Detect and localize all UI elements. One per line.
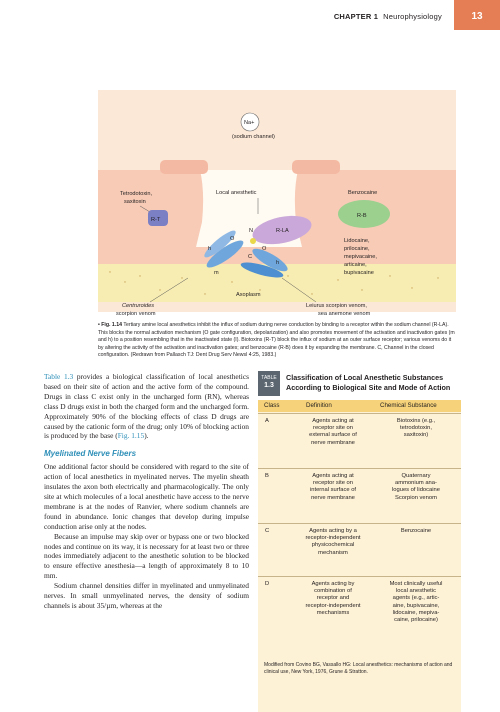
cell-substance: Benzocaine <box>400 528 432 534</box>
lidocaine-label-2: mepivacaine, <box>344 254 377 260</box>
body-text-column <box>44 372 249 611</box>
paragraph-4: Sodium channel densities differ in myelinated and unmyelinated nerves. In small unmyelinated nerves, the density of sodium channels is about 35/µm, whereas at the <box>44 581 249 610</box>
table-footnote: Modified from Covino BG, Vassallo HG: Local anesthetics: mechanisms of action and clinical use, New York, 1976, Grune & Stratton. <box>264 662 453 675</box>
gate-h2-label: h <box>276 260 280 266</box>
paragraph-1-end: ). <box>144 431 149 441</box>
table-tag-number: 1.3 <box>264 382 274 389</box>
membrane-block-left <box>160 160 208 174</box>
table-row <box>258 468 461 501</box>
sea-anemone-label: sea anemone venom <box>318 311 371 317</box>
table-tag <box>258 371 280 396</box>
gate-h-label: h <box>208 246 212 252</box>
paragraph-2: One additional factor should be considered with regard to the site of action of local anesthetics in myelinated nerves. The myelin sheath insulates the axon both electrically and pharmacologically. The only site at which molecules of a local anesthetic have access to the nerve membrane is at the nodes of Ranvier, where sodium channels are found in abundance. Ionic changes that develop during impulse conduction arise only at the nodes. <box>44 462 249 531</box>
centruroides-label: Centruroides <box>122 303 155 309</box>
benzocaine-label: Benzocaine <box>348 190 378 196</box>
header-definition: Definition <box>306 402 332 409</box>
cell-definition: Agents acting by a receptor-independent physicochemical mechanism <box>305 528 361 556</box>
lidocaine-label-0: Lidocaine, <box>344 238 370 244</box>
cell-substance: Quaternary ammonium ana- logues of lidocaine Scorpion venom <box>391 473 441 501</box>
axoplasm-label: Axoplasm <box>236 292 261 298</box>
membrane-block-right <box>292 160 340 174</box>
scorpion-venom-label: scorpion venom <box>116 311 156 317</box>
tetrodotoxin-label: Tetrodotoxin, <box>120 191 153 197</box>
caption-text: Tertiary amine local anesthetics inhibit the influx of sodium during nerve conduction by binding to a receptor within the sodium channel (R-LA). This blocks the normal activation mechanism (O gate configuration, depolarization) and also promotes movement of the activation and inactivation gates (m and h) to a position resembling that in the inactivated state (I). Biotoxins (R-T) block the influx of sodium at an outer surface receptor; various venoms do it by altering the activity of the activation and inactivation gates; and benzocaine (R-B) does it by expanding the membrane. C, Channel in the closed configuration. (Redrawn from Pallasch TJ: Dent Drug Serv Newsl 4:25, 1983.) <box>98 322 455 359</box>
table-title: Classification of Local Anesthetic Substances According to Biological Site and Mode of Action <box>286 373 451 392</box>
gate-o-left-label: O <box>262 246 267 252</box>
chapter-title: Neurophysiology <box>383 12 442 21</box>
chapter-label: CHAPTER 1 <box>333 12 379 21</box>
table-header-row <box>258 400 461 412</box>
cell-class: D <box>265 581 270 587</box>
cell-substance: Biotoxins (e.g., tetrodotoxin, saxitoxin) <box>396 418 436 439</box>
binding-site <box>250 238 256 244</box>
gate-c-label: C <box>248 254 253 260</box>
table-row <box>258 413 461 446</box>
na-label: Na+ <box>244 120 255 126</box>
table-row <box>258 523 461 556</box>
leiurus-label: Leiurus scorpion venom, <box>306 303 367 309</box>
paragraph-1-text: provides a biological classification of local anesthetics based on their site of action and the active form of the compound. Drugs in class C exist only in the uncharged form (RN), whereas class D drugs exist in both the charged form and the uncharged form. Approximately 90% of the blocking effects of class D drugs are caused by the cationic form of the drug; only 10% of blocking action is produced by the base ( <box>44 372 249 441</box>
table-row <box>258 576 461 624</box>
cell-substance: Most clinically useful local anesthetic agents (e.g., artic- aine, bupivacaine, lidocaine, mepiva- caine, prilocaine) <box>389 581 443 624</box>
local-anesthetic-label: Local anesthetic <box>216 190 257 196</box>
n-label: N <box>249 228 254 234</box>
table-1-3-link[interactable]: Table 1.3 <box>44 372 74 381</box>
cell-definition: Agents acting at receptor site on external surface of nerve membrane <box>309 418 357 446</box>
cell-class: B <box>265 473 269 479</box>
gate-o-top-label: O <box>230 236 235 242</box>
saxitoxin-label: saxitoxin <box>124 199 146 205</box>
rt-label: R-T <box>151 217 161 223</box>
lidocaine-label-4: bupivacaine <box>344 270 374 276</box>
section-heading: Myelinated Nerve Fibers <box>44 449 137 459</box>
table-body <box>258 400 461 712</box>
figure-caption <box>98 322 456 360</box>
lidocaine-label-3: articaine, <box>344 262 367 268</box>
sodium-channel-diagram <box>0 32 500 322</box>
figure-number: • Fig. 1.14 <box>98 322 123 328</box>
sodium-channel-label: (sodium channel) <box>232 134 275 140</box>
fig-1-15-link[interactable]: Fig. 1.15 <box>117 431 145 441</box>
cell-class: C <box>265 528 270 534</box>
header-substance: Chemical Substance <box>380 402 437 409</box>
figure-1-14 <box>0 32 500 359</box>
running-head <box>334 12 442 21</box>
cell-class: A <box>265 418 269 424</box>
paragraph-1 <box>44 372 249 441</box>
page-header <box>0 0 500 30</box>
header-class: Class <box>264 402 280 409</box>
rla-label: R-LA <box>276 228 289 234</box>
page-number: 13 <box>454 0 500 30</box>
cell-definition: Agents acting at receptor site on internal surface of nerve membrane <box>309 473 357 501</box>
cell-definition: Agents acting by combination of receptor and receptor-independent mechanisms <box>305 581 361 616</box>
rb-label: R-B <box>357 213 367 219</box>
table-tag-word: TABLE <box>261 375 277 381</box>
gate-m-label: m <box>214 270 219 276</box>
paragraph-3: Because an impulse may skip over or bypass one or two blocked nodes and continue on its way, it is necessary for at least two or three nodes immediately adjacent to the anesthetic solution to be blocked to ensure effective anesthesia—a length of approximately 8 to 10 mm. <box>44 531 249 581</box>
lidocaine-label-1: prilocaine, <box>344 246 370 252</box>
